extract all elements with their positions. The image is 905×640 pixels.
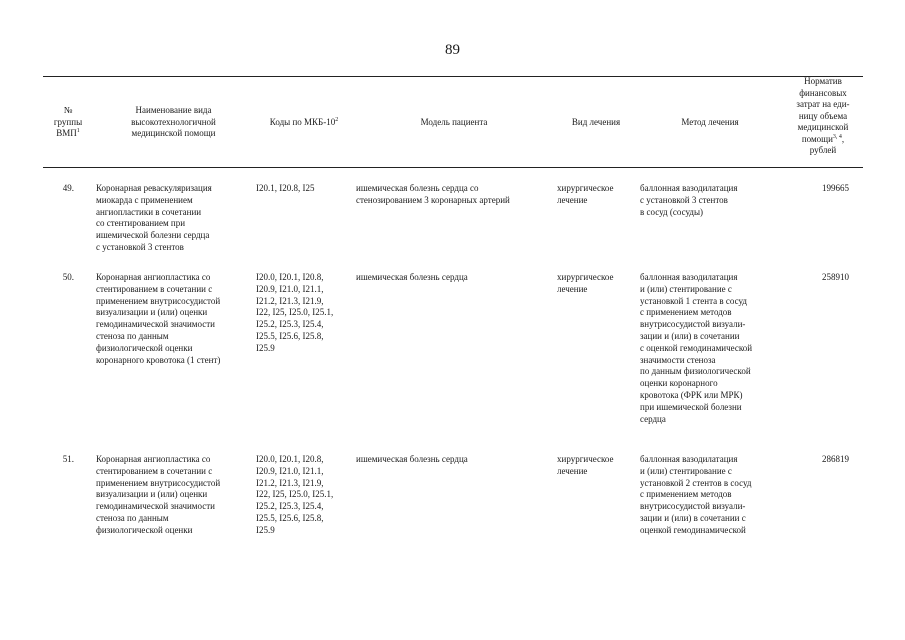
header-financial-norm-text: Норматив финансовых затрат на еди- ницу объема медицинской помощи [796,76,850,144]
header-group-number-text: № группы ВМП [53,105,83,138]
header-treatment-method: Метод лечения [681,117,739,127]
row-care-type: Коронарная ангиопластика со стентированием в сочетании с применением внутрисосудистой визуализации и (или) оценки гемодинамической значимости стеноза по данным физиологической оценки коронарного кровотока (1 стент) [96,272,221,365]
header-group-number-footnote: 1 [76,128,80,134]
row-care-type: Коронарная реваскуляризация миокарда с применением ангиопластики в сочетании со стентированием при ишемической болезни сердца с установкой 3 стентов [96,183,212,252]
row-care-type: Коронарная ангиопластика со стентированием в сочетании с применением внутрисосудистой визуализации и (или) оценки гемодинамической значимости стеноза по данным физиологической оценки [96,454,221,535]
row-number: 50. [62,272,74,282]
header-group-number [44,105,92,140]
header-top-rule [43,76,863,77]
row-treatment-type: хирургическое лечение [557,454,614,476]
header-icd-codes [256,117,352,129]
header-treatment-type: Вид лечения [571,117,621,127]
row-patient-model: ишемическая болезнь сердца [356,272,468,282]
row-icd-codes: I20.1, I20.8, I25 [256,183,315,193]
row-patient-model: ишемическая болезнь сердца [356,454,468,464]
row-financial-norm: 258910 [822,272,849,282]
header-icd-codes-text: Коды по МКБ-10 [269,117,336,127]
row-icd-codes: I20.0, I20.1, I20.8, I20.9, I21.0, I21.1, I21.2, I21.3, I21.9, I22, I25, I25.0, I25.1, I25.2, I25.3, I25.4, I25.5, I25.6, I25.8, I25.9 [256,454,334,535]
header-icd-codes-footnote: 2 [335,117,339,123]
header-financial-norm-footnote: 3, 4 [832,133,842,140]
page-number: 89 [445,42,460,58]
row-treatment-type: хирургическое лечение [557,272,614,294]
header-financial-norm-unit: , рублей [809,133,845,155]
row-treatment-method: баллонная вазодилатация с установкой 3 стентов в сосуд (сосуды) [640,183,738,217]
header-patient-model: Модель пациента [420,117,488,127]
header-care-type: Наименование вида высокотехнологичной медицинской помощи [131,105,216,138]
row-treatment-method: баллонная вазодилатация и (или) стентирование с установкой 1 стента в сосуд с применением методов внутрисосудистой визуали- зации и (или) в сочетании с оценкой гемодинамической значимости стеноза по данным физиологической оценки коронарного кровотока (ФРК или МРК) при ишемической болезни сердца [640,272,753,424]
row-number: 51. [62,454,74,464]
header-bottom-rule [43,167,863,168]
row-icd-codes: I20.0, I20.1, I20.8, I20.9, I21.0, I21.1, I21.2, I21.3, I21.9, I22, I25, I25.0, I25.1, I25.2, I25.3, I25.4, I25.5, I25.6, I25.8, I25.9 [256,272,334,353]
row-treatment-type: хирургическое лечение [557,183,614,205]
row-treatment-method: баллонная вазодилатация и (или) стентирование с установкой 2 стентов в сосуд с применением методов внутрисосудистой визуали- зации и (или) в сочетании с оценкой гемодинамической [640,454,752,535]
row-financial-norm: 199665 [822,183,849,193]
row-financial-norm: 286819 [822,454,849,464]
header-financial-norm [783,76,863,157]
row-patient-model: ишемическая болезнь сердца со стенозированием 3 коронарных артерий [356,183,510,205]
row-number: 49. [62,183,74,193]
